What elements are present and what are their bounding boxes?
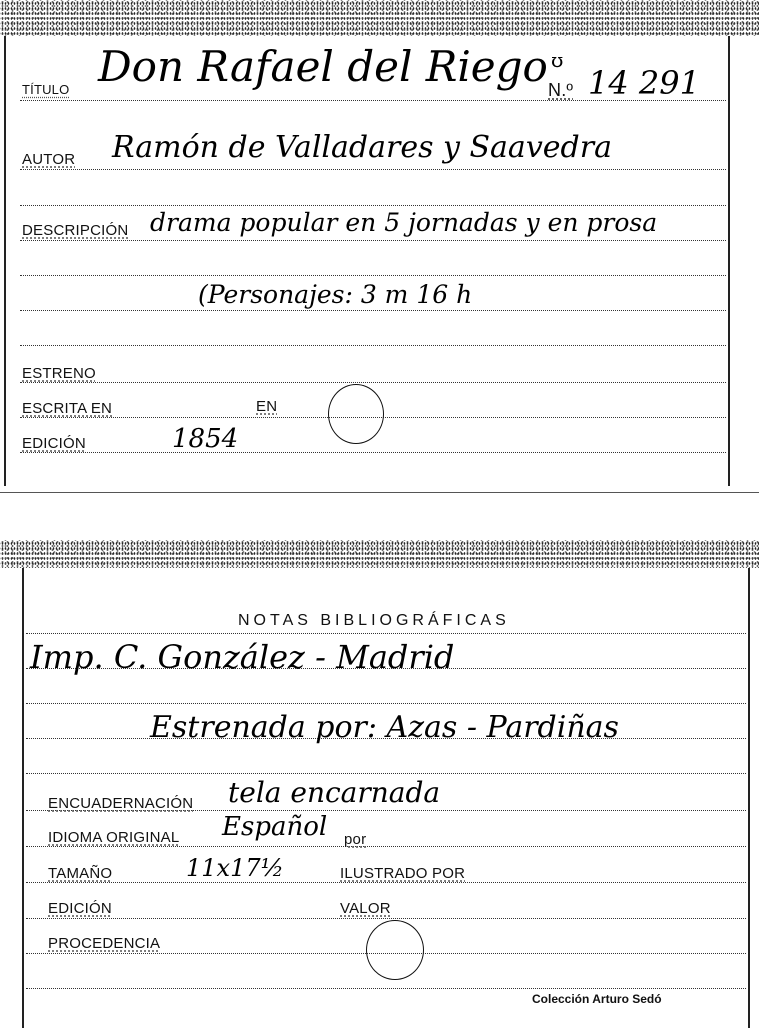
collection-name: Colección Arturo Sedó <box>532 992 662 1006</box>
catalog-card-front <box>0 0 759 495</box>
ruled-line <box>20 452 726 453</box>
title-value: Don Rafael del Riego <box>98 42 548 91</box>
number-value: 14 291 <box>588 64 700 102</box>
ruled-line <box>26 703 746 704</box>
binding-value: tela encarnada <box>228 776 441 809</box>
ruled-line <box>26 633 746 634</box>
label-por: por <box>344 831 367 848</box>
size-value: 11x17½ <box>186 854 284 882</box>
ruled-line <box>26 918 746 919</box>
imprint-note: Imp. C. González - Madrid <box>30 638 455 676</box>
label-edicion-back: EDICIÓN <box>48 900 112 917</box>
scan-noise-top <box>0 540 759 568</box>
ruled-line <box>26 846 746 847</box>
description-value: drama popular en 5 jornadas y en prosa <box>150 208 658 237</box>
label-descripcion: DESCRIPCIÓN <box>22 222 129 239</box>
language-value: Español <box>222 812 328 842</box>
ruled-line <box>20 345 726 346</box>
label-procedencia: PROCEDENCIA <box>48 935 161 952</box>
ruled-line <box>20 169 726 170</box>
notes-heading: NOTAS BIBLIOGRÁFICAS <box>238 612 510 629</box>
characters-value: (Personajes: 3 m 16 h <box>198 280 473 309</box>
ruled-line <box>20 382 726 383</box>
author-value: Ramón de Valladares y Saavedra <box>112 130 612 165</box>
label-valor: VALOR <box>340 900 391 917</box>
stamp-circle <box>328 384 384 444</box>
ruled-line <box>26 882 746 883</box>
catalog-card-back <box>0 540 759 1028</box>
ruled-line <box>20 205 726 206</box>
premiere-note: Estrenada por: Azas - Pardiñas <box>150 710 619 745</box>
label-titulo: TÍTULO <box>22 82 70 97</box>
label-ilustrado: ILUSTRADO POR <box>340 865 466 882</box>
ruled-line <box>20 240 726 241</box>
label-idioma: IDIOMA ORIGINAL <box>48 829 180 846</box>
scan-noise-top <box>0 0 759 36</box>
label-en: EN <box>256 398 278 415</box>
label-edicion: EDICIÓN <box>22 435 86 452</box>
stamp-circle <box>366 920 424 980</box>
label-estreno: ESTRENO <box>22 365 96 382</box>
edition-value: 1854 <box>172 424 239 454</box>
ruled-line <box>20 310 726 311</box>
label-autor: AUTOR <box>22 151 76 168</box>
number-mark: ʊ <box>551 48 564 72</box>
ruled-line <box>26 988 746 989</box>
label-escrita-en: ESCRITA EN <box>22 400 113 417</box>
label-encuadernacion: ENCUADERNACIÓN <box>48 795 194 812</box>
number-label: N.º <box>548 80 574 100</box>
ruled-line <box>26 773 746 774</box>
ruled-line <box>20 275 726 276</box>
label-tamano: TAMAÑO <box>48 865 113 882</box>
card-bottom-edge <box>0 492 759 493</box>
